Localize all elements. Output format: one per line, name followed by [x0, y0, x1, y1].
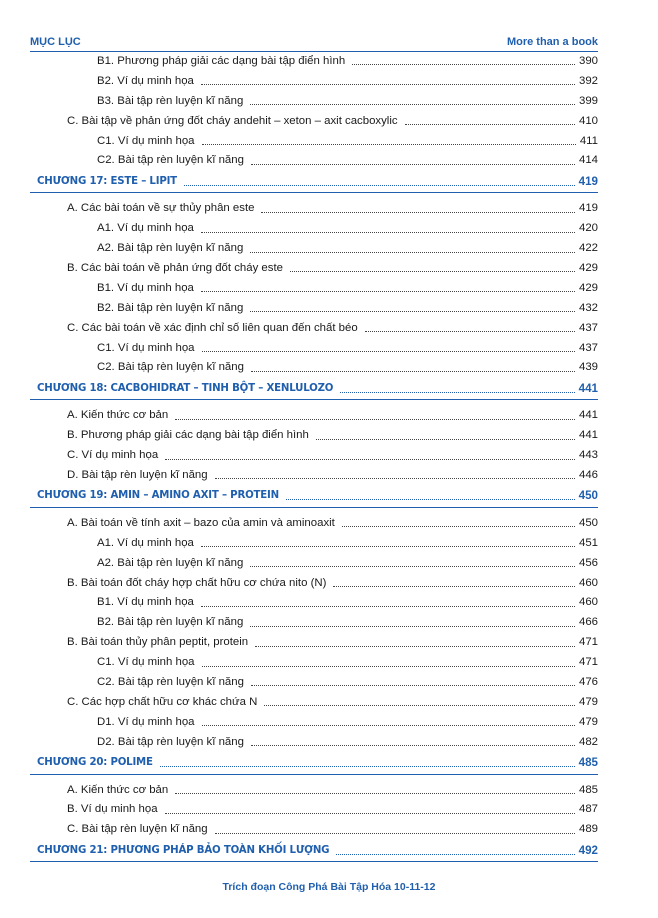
toc-chapter	[30, 170, 598, 193]
toc-entry-title: A. Các bài toán về sự thủy phân este	[67, 202, 255, 215]
toc-entry-title: CHƯƠNG 18: CACBOHIDRAT – TINH BỘT – XENLULOZO	[37, 382, 334, 394]
toc-entry-title: B1. Ví dụ minh họa	[97, 596, 194, 609]
toc-entry-page: 450	[578, 516, 598, 529]
dot-leader	[342, 526, 575, 527]
toc-entry-title: D. Bài tập rèn luyện kĩ năng	[67, 468, 208, 481]
toc-entry-title: C2. Bài tập rèn luyện kĩ năng	[97, 675, 244, 688]
toc-entry-page: 432	[578, 301, 598, 314]
toc-entry-page: 479	[578, 715, 598, 728]
toc-chapter	[30, 485, 598, 508]
dot-leader	[251, 745, 575, 746]
toc-entry-title: B2. Bài tập rèn luyện kĩ năng	[97, 616, 244, 629]
toc-entry-page: 451	[578, 536, 598, 549]
toc-entry	[30, 692, 598, 712]
toc-entry-title: C1. Ví dụ minh họa	[97, 341, 195, 354]
toc-entry-page: 446	[578, 468, 598, 481]
dot-leader	[175, 419, 575, 420]
toc-entry-title: D2. Bài tập rèn luyện kĩ năng	[97, 735, 244, 748]
toc-entry-title: C1. Ví dụ minh họa	[97, 134, 195, 147]
dot-leader	[352, 64, 575, 65]
toc-entry-page: 390	[578, 54, 598, 67]
dot-leader	[250, 252, 575, 253]
toc-entry	[30, 652, 598, 672]
dot-leader	[202, 666, 575, 667]
toc-entry-title: A1. Ví dụ minh họa	[97, 536, 194, 549]
toc-entry	[30, 405, 598, 425]
toc-entry	[30, 513, 598, 533]
toc-chapter	[30, 839, 598, 862]
toc-entry	[30, 672, 598, 692]
dot-leader	[175, 793, 575, 794]
toc-entry-title: B. Các bài toán về phản ứng đốt cháy este	[67, 261, 283, 274]
dot-leader	[250, 626, 575, 627]
dot-leader	[202, 144, 576, 145]
toc-entry	[30, 338, 598, 358]
toc-entry-page: 441	[578, 409, 598, 422]
toc-entry	[30, 218, 598, 238]
dot-leader	[251, 371, 575, 372]
toc-entry-page: 482	[578, 735, 598, 748]
toc-entry-title: B. Phương pháp giải các dạng bài tập điển hình	[67, 429, 309, 442]
toc-entry-page: 489	[578, 823, 598, 836]
dot-leader	[201, 546, 575, 547]
toc-entry-page: 422	[578, 242, 598, 255]
header-section-title: MỤC LỤC	[30, 36, 81, 48]
toc-entry	[30, 819, 598, 839]
toc-entry-title: A. Kiến thức cơ bản	[67, 409, 169, 422]
toc-entry	[30, 612, 598, 632]
toc-entry-page: 419	[578, 174, 598, 188]
table-of-contents	[30, 51, 598, 867]
toc-entry-page: 429	[578, 281, 598, 294]
toc-entry	[30, 150, 598, 170]
toc-entry-page: 460	[578, 576, 598, 589]
toc-entry	[30, 258, 598, 278]
toc-entry	[30, 632, 598, 652]
toc-entry-page: 441	[578, 381, 598, 395]
toc-entry-page: 466	[578, 616, 598, 629]
toc-entry-page: 437	[578, 341, 598, 354]
page-footer: Trích đoạn Công Phá Bài Tập Hóa 10-11-12	[222, 881, 436, 893]
toc-entry-title: B1. Ví dụ minh họa	[97, 281, 194, 294]
dot-leader	[250, 566, 575, 567]
toc-entry-page: 437	[578, 321, 598, 334]
dot-leader	[264, 705, 575, 706]
toc-entry-page: 410	[578, 114, 598, 127]
dot-leader	[165, 813, 575, 814]
dot-leader	[365, 331, 575, 332]
dot-leader	[201, 84, 575, 85]
dot-leader	[340, 392, 574, 393]
toc-entry-title: B2. Ví dụ minh họa	[97, 74, 194, 87]
toc-entry-page: 471	[578, 636, 598, 649]
toc-entry	[30, 131, 598, 151]
toc-entry	[30, 712, 598, 732]
toc-entry-title: D1. Ví dụ minh họa	[97, 715, 195, 728]
toc-entry	[30, 573, 598, 593]
dot-leader	[160, 766, 575, 767]
toc-entry-title: CHƯƠNG 19: AMIN – AMINO AXIT – PROTEIN	[37, 490, 279, 502]
dot-leader	[286, 499, 575, 500]
dot-leader	[202, 351, 575, 352]
dot-leader	[184, 185, 575, 186]
toc-entry	[30, 278, 598, 298]
toc-entry-title: C. Bài tập về phản ứng đốt cháy andehit – xeton – axit cacboxylic	[67, 114, 398, 127]
toc-entry-title: CHƯƠNG 17: ESTE – LIPIT	[37, 175, 177, 187]
toc-entry	[30, 318, 598, 338]
dot-leader	[165, 459, 575, 460]
toc-entry-page: 429	[578, 261, 598, 274]
toc-entry-title: B2. Bài tập rèn luyện kĩ năng	[97, 301, 244, 314]
toc-entry	[30, 198, 598, 218]
toc-chapter	[30, 752, 598, 775]
toc-entry-page: 479	[578, 695, 598, 708]
page-header	[30, 36, 598, 52]
toc-entry-page: 487	[578, 803, 598, 816]
toc-entry-page: 419	[578, 202, 598, 215]
dot-leader	[201, 291, 575, 292]
dot-leader	[215, 478, 575, 479]
toc-entry-page: 460	[578, 596, 598, 609]
toc-entry-page: 443	[578, 449, 598, 462]
toc-entry-page: 492	[578, 843, 598, 857]
toc-entry-title: C. Ví dụ minh họa	[67, 449, 159, 462]
toc-entry-title: A2. Bài tập rèn luyện kĩ năng	[97, 242, 244, 255]
dot-leader	[405, 124, 575, 125]
toc-entry-page: 414	[578, 154, 598, 167]
toc-entry-title: C. Các bài toán về xác định chỉ số liên quan đến chất béo	[67, 321, 358, 334]
dot-leader	[201, 232, 575, 233]
dot-leader	[333, 586, 575, 587]
toc-entry-page: 485	[578, 783, 598, 796]
dot-leader	[201, 606, 575, 607]
toc-entry	[30, 780, 598, 800]
toc-entry-title: B3. Bài tập rèn luyện kĩ năng	[97, 94, 244, 107]
toc-entry-page: 441	[578, 429, 598, 442]
toc-entry-title: B. Bài toán thủy phân peptit, protein	[67, 636, 249, 649]
toc-entry-title: C2. Bài tập rèn luyện kĩ năng	[97, 361, 244, 374]
toc-entry	[30, 732, 598, 752]
toc-entry	[30, 357, 598, 377]
toc-entry	[30, 298, 598, 318]
toc-entry-page: 420	[578, 222, 598, 235]
dot-leader	[251, 685, 575, 686]
dot-leader	[202, 725, 575, 726]
dot-leader	[250, 311, 575, 312]
dot-leader	[255, 646, 575, 647]
toc-entry	[30, 238, 598, 258]
toc-entry-title: A1. Ví dụ minh họa	[97, 222, 194, 235]
toc-entry	[30, 800, 598, 820]
toc-entry-title: A. Kiến thức cơ bản	[67, 783, 169, 796]
toc-entry	[30, 111, 598, 131]
toc-entry-page: 450	[578, 489, 598, 503]
toc-entry	[30, 592, 598, 612]
toc-entry-page: 439	[578, 361, 598, 374]
toc-entry	[30, 425, 598, 445]
toc-entry-title: C. Các hợp chất hữu cơ khác chứa N	[67, 695, 258, 708]
toc-entry-page: 471	[578, 656, 598, 669]
toc-entry	[30, 71, 598, 91]
toc-entry-page: 476	[578, 675, 598, 688]
toc-entry-title: B. Bài toán đốt cháy hợp chất hữu cơ chứa nito (N)	[67, 576, 327, 589]
toc-entry-title: B1. Phương pháp giải các dạng bài tập điển hình	[97, 54, 346, 67]
dot-leader	[290, 271, 575, 272]
toc-entry-page: 399	[578, 94, 598, 107]
toc-entry	[30, 91, 598, 111]
dot-leader	[261, 212, 575, 213]
toc-entry	[30, 51, 598, 71]
toc-entry	[30, 445, 598, 465]
toc-entry-title: CHƯƠNG 21: PHƯƠNG PHÁP BẢO TOÀN KHỐI LƯỢNG	[37, 844, 330, 856]
dot-leader	[251, 164, 575, 165]
toc-entry-title: CHƯƠNG 20: POLIME	[37, 757, 153, 769]
toc-entry-page: 392	[578, 74, 598, 87]
toc-entry-page: 411	[579, 134, 598, 147]
toc-entry	[30, 553, 598, 573]
dot-leader	[336, 854, 574, 855]
toc-entry	[30, 533, 598, 553]
toc-entry-title: B. Ví dụ minh họa	[67, 803, 158, 816]
toc-entry-title: C2. Bài tập rèn luyện kĩ năng	[97, 154, 244, 167]
toc-entry-title: C. Bài tập rèn luyện kĩ năng	[67, 823, 208, 836]
dot-leader	[250, 104, 575, 105]
toc-chapter	[30, 377, 598, 400]
toc-entry-title: A2. Bài tập rèn luyện kĩ năng	[97, 556, 244, 569]
toc-entry-page: 456	[578, 556, 598, 569]
toc-entry-title: A. Bài toán về tính axit – bazo của amin và aminoaxit	[67, 516, 335, 529]
header-slogan: More than a book	[506, 36, 598, 48]
toc-entry-page: 485	[578, 756, 598, 770]
dot-leader	[316, 439, 575, 440]
toc-entry	[30, 465, 598, 485]
toc-entry-title: C1. Ví dụ minh họa	[97, 656, 195, 669]
dot-leader	[215, 833, 575, 834]
